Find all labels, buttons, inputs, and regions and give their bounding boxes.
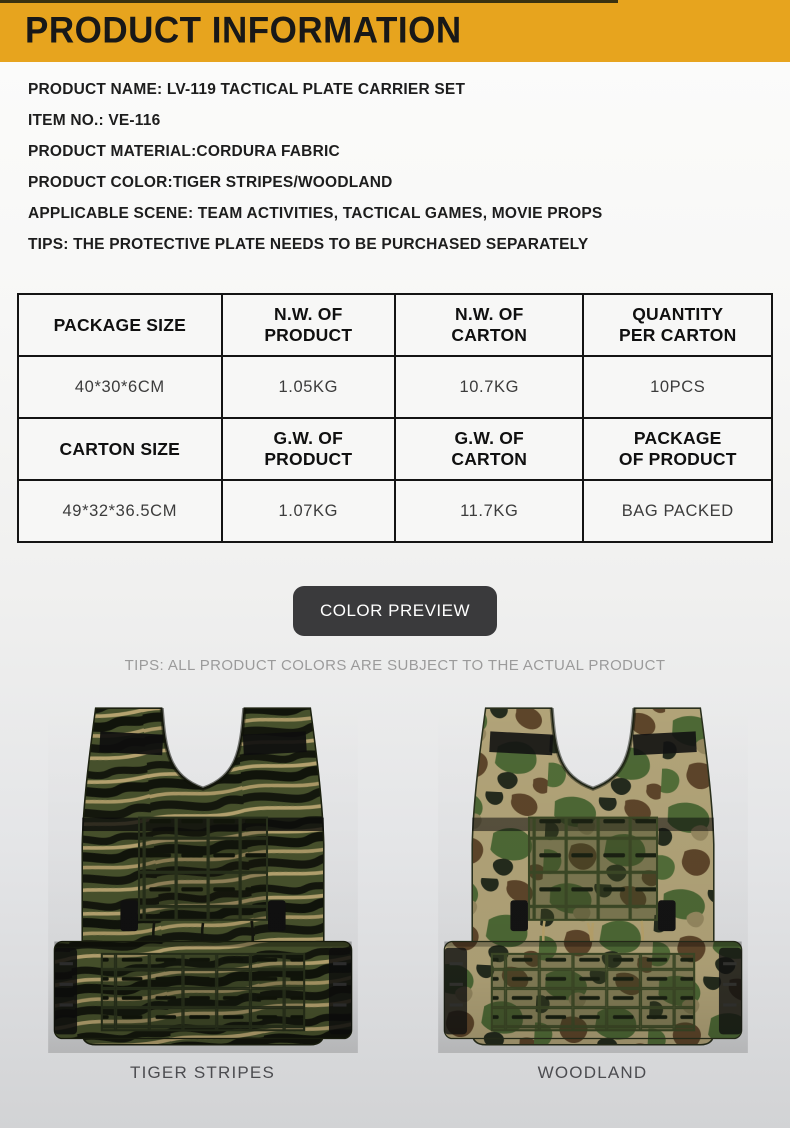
spec-cell: PACKAGE SIZE: [18, 294, 222, 356]
spec-table-row: [18, 418, 772, 480]
spec-cell: PACKAGE OF PRODUCT: [583, 418, 772, 480]
product-figure-woodland: [438, 702, 748, 1083]
vest-image-woodland: [438, 702, 748, 1053]
top-accent-line: [0, 0, 618, 3]
spec-cell: 10.7KG: [395, 356, 584, 418]
page-title: PRODUCT INFORMATION: [25, 10, 462, 51]
product-caption-tiger-stripes: TIGER STRIPES: [129, 1063, 275, 1082]
detail-line-tips: TIPS: THE PROTECTIVE PLATE NEEDS TO BE PURCHASED SEPARATELY: [28, 235, 589, 253]
product-column-woodland: [395, 702, 790, 1083]
spec-cell: 49*32*36.5CM: [18, 480, 222, 542]
spec-cell: 1.07KG: [222, 480, 395, 542]
detail-line-product-name: PRODUCT NAME: LV-119 TACTICAL PLATE CARRIER SET: [28, 80, 466, 98]
product-column-tiger-stripes: [5, 702, 400, 1083]
spec-table-row: [18, 480, 772, 542]
product-figure-tiger-stripes: [48, 702, 358, 1083]
spec-cell: 1.05KG: [222, 356, 395, 418]
spec-cell: 40*30*6CM: [18, 356, 222, 418]
detail-line-item-no: ITEM NO.: VE-116: [28, 111, 161, 129]
spec-cell: CARTON SIZE: [18, 418, 222, 480]
detail-line-color: PRODUCT COLOR:TIGER STRIPES/WOODLAND: [28, 173, 393, 191]
detail-line-material: PRODUCT MATERIAL:CORDURA FABRIC: [28, 142, 340, 160]
spec-cell: QUANTITY PER CARTON: [583, 294, 772, 356]
spec-cell: BAG PACKED: [583, 480, 772, 542]
product-details: [28, 74, 774, 260]
spec-table: [17, 293, 773, 543]
header-banner: [0, 0, 790, 62]
spec-table-row: [18, 356, 772, 418]
spec-cell: N.W. OF PRODUCT: [222, 294, 395, 356]
product-caption-woodland: WOODLAND: [537, 1063, 648, 1082]
spec-table-row: [18, 294, 772, 356]
color-preview-button[interactable]: COLOR PREVIEW: [293, 586, 497, 636]
spec-cell: N.W. OF CARTON: [395, 294, 584, 356]
spec-cell: 10PCS: [583, 356, 772, 418]
color-tips-text: TIPS: ALL PRODUCT COLORS ARE SUBJECT TO THE ACTUAL PRODUCT: [124, 657, 666, 674]
spec-cell: G.W. OF PRODUCT: [222, 418, 395, 480]
spec-cell: G.W. OF CARTON: [395, 418, 584, 480]
vest-image-tiger-stripes: [48, 702, 358, 1053]
product-images-row: [0, 702, 790, 1083]
detail-line-scene: APPLICABLE SCENE: TEAM ACTIVITIES, TACTICAL GAMES, MOVIE PROPS: [28, 204, 603, 222]
spec-cell: 11.7KG: [395, 480, 584, 542]
